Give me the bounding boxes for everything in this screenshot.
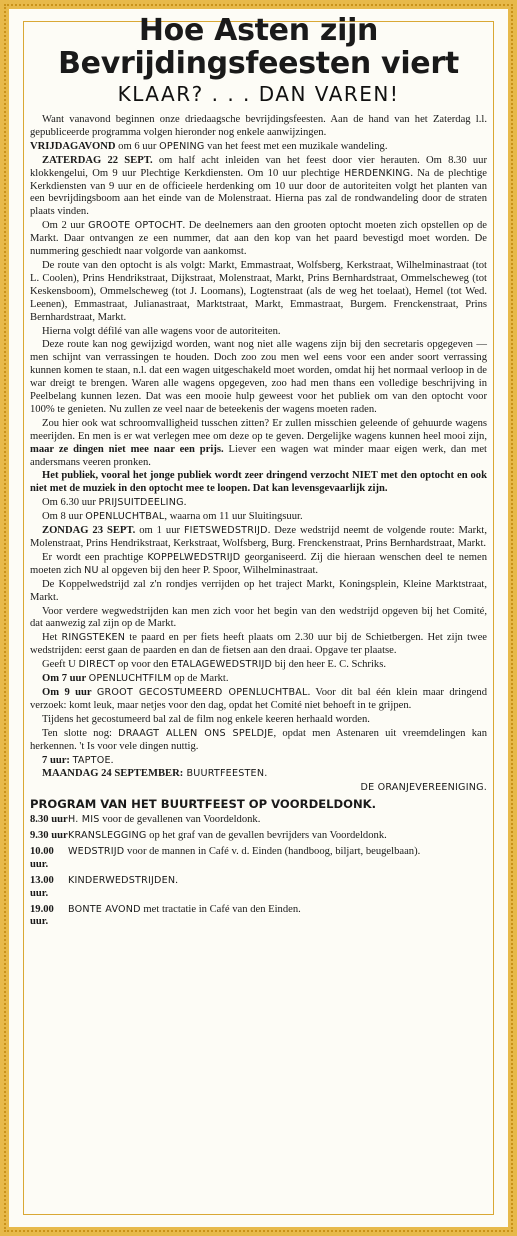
event-name: WEDSTRIJD [68, 845, 125, 857]
day-heading: MAANDAG 24 SEPTEMBER: [42, 768, 184, 780]
text: . Deze wedstrijd neemt de volgende route: Markt, Molenstraat, Prins Hendrikstraat, Kerkstraat, Wolfsberg, Burg. Frenckenstraat, Prins Bernhardstraat, Markt. [30, 525, 487, 549]
text: Er wordt een prachtige [42, 551, 148, 563]
event-name: GROOTE OPTOCHT [88, 220, 183, 232]
text: Om 6.30 uur [42, 497, 99, 509]
text: op het graf van de gevallen bevrijders van Voordeldonk. [146, 830, 387, 842]
defile-paragraph: Hierna volgt défilé van alle wagens voor de autoriteiten. [42, 325, 281, 337]
text: al opgeven bij den heer P. Spoor, Wilhelminastraat. [98, 564, 319, 576]
text: op de Markt. [171, 673, 229, 685]
program-title: PROGRAM VAN HET BUURTFEEST OP VOORDELDONK. [30, 797, 377, 812]
article-body [30, 114, 487, 929]
text: . [175, 874, 178, 886]
text: Ten slotte nog: [42, 727, 119, 739]
text: Liever een wagen wat minder maar eigen werk, dan met andersmans veeren pronken. [30, 443, 487, 468]
zaterdag-paragraph [30, 155, 487, 220]
program-list [30, 814, 487, 929]
event-name: FIETSWEDSTRIJD [183, 525, 268, 537]
program-text [68, 814, 487, 827]
public-warning: Het publiek, vooral het jonge publiek wordt zeer dringend verzocht NIET met den optocht en ook niet met de muziek in den optocht mee te loopen. Dat kan levensgevaarlijk zijn. [30, 470, 487, 495]
text: om 1 uur [135, 525, 184, 537]
film-repeat-paragraph: Tijdens het gecostumeerd bal zal de film nog enkele keeren herhaald worden. [42, 713, 370, 725]
text: Om 2 uur [42, 220, 89, 232]
program-text [68, 875, 487, 901]
event-name: HERDENKING [344, 167, 411, 179]
headline-line-2: Bevrijdingsfeesten viert [58, 46, 459, 81]
ball-paragraph [30, 511, 487, 524]
event-name: ETALAGEWEDSTRIJD [171, 659, 273, 671]
program-row [30, 814, 487, 827]
program-time: 9.30 uur [30, 830, 68, 842]
route-change-paragraph: Deze route kan nog gewijzigd worden, want nog niet alle wagens zijn bij den secretaris opgegeven — men schijnt van verrassingen te houden. Doch zoo zou men wel eens voor een ander soort verrassing kunnen komen te staan, n.l. dat een wagen uitgeschakeld moet worden, omdat hij het normaal verloop in de war dreigt te brengen. Waren alle wagens opgegeven, zoo had men thans een volledige beschrijving in Peelbelang kunnen lezen. Dat was een mooie hulp geweest voor het publiek om van den optocht voor 100% te genieten. Nu zullen ze veel naar de beteekenis der wagens moeten raden. [30, 339, 487, 415]
event-name: NU [84, 564, 99, 576]
text: Het [42, 632, 62, 644]
emphasis: maar ze dingen niet mee naar een prijs. [30, 443, 224, 455]
event-name: DRAAGT ALLEN ONS SPELDJE [118, 727, 274, 739]
event-name: KINDERWEDSTRIJDEN [68, 874, 176, 886]
event-name: KRANSLEGGING [68, 830, 147, 842]
text: . Voor dit bal één klein maar dringend verzoek: komt leuk, maar netjes voor den dag, opdat het Comité niet behoeft in te grijpen. [30, 686, 487, 711]
event-name: OPENING [159, 140, 205, 152]
event-name: RINGSTEKEN [61, 632, 126, 644]
text: Zou hier ook wat schroomvalligheid tusschen zitten? Er zullen misschien geleende of gehuurde wagens meerijden. En men is er wat verlegen mee om deze op te geven. Dergelijke wagens kunnen heel mooi zijn, [30, 417, 487, 442]
text: georganiseerd. Zij die hieraan wenschen deel te nemen moeten zich [30, 551, 488, 576]
program-time: 10.00 uur. [30, 845, 54, 870]
route-paragraph: De route van den optocht is als volgt: Markt, Emmastraat, Wolfsberg, Kerkstraat, Wilhelminastraat (tot L. Coolen), Prins Hendrikstraat, Dijkstraat, Molenstraat, Markt, Prins Bernhardstraat, Ommelscheweg (tot Keskensboom), Ommelscheweg (tot J. Loomans), Logtenstraat (als de weg het toelaat), Hemel (tot Wed. Leenen), Emmastraat, Julianastraat, Marktstraat, Markt, Emmastraat, Burgem. Frenckenstraat, Prins Bernhardstraat, Markt. [30, 259, 487, 323]
event-name: H. MIS [68, 814, 100, 826]
ringsteken-paragraph [30, 632, 487, 658]
text: voor de mannen in Café v. d. Einden (handboog, biljart, beugelbaan). [124, 845, 421, 857]
day-heading: ZONDAG 23 SEPT. [42, 525, 136, 537]
text: van het feest met een muzikale wandeling. [204, 140, 388, 152]
text: . [183, 497, 187, 509]
text: om 6 uur [115, 140, 160, 152]
intro-paragraph: Want vanavond beginnen onze driedaagsche bevrijdingsfeesten. Aan de hand van het Zaterdag l.l. gepubliceerde programma volgen hieronder nog enkele aanwijzingen. [30, 114, 487, 138]
text: 7 uur: [42, 754, 73, 766]
text: om half acht inleiden van het feest door vier herauten. Om 8.30 uur klokkengelui, Om 9 uur Plechtige Kerkdiensten. Om 10 uur plechtige [30, 154, 487, 179]
program-text [68, 830, 487, 843]
day-heading: ZATERDAG 22 SEPT. [42, 154, 153, 166]
event-name: OPENLUCHTBAL [85, 511, 165, 523]
program-row [30, 830, 487, 843]
etalage-paragraph [30, 659, 487, 672]
program-time: 8.30 uur [30, 814, 68, 826]
text: Om 8 uur [42, 511, 86, 523]
article [30, 14, 487, 932]
text: . [110, 754, 114, 766]
program-row [30, 875, 487, 901]
text: , opdat men Astenaren uit vreemdelingen kan herkennen. 't Is voor vele dingen nuttig. [30, 727, 487, 752]
text: bij den heer E. C. Schriks. [272, 659, 386, 671]
taptoe-paragraph [30, 755, 487, 768]
text: Geeft U [42, 659, 79, 671]
program-row [30, 846, 487, 872]
event-name: TAPTOE [72, 754, 111, 766]
event-name: BONTE AVOND [68, 903, 141, 915]
text: op voor den [115, 659, 172, 671]
event-name: DIRECT [78, 659, 116, 671]
event-name: PRIJSUITDEELING [98, 497, 184, 509]
headline-line-1: Hoe Asten zijn [138, 13, 379, 48]
text: met tractatie in Café van den Einden. [140, 903, 301, 915]
zondag-paragraph [30, 525, 487, 551]
text: . Na de plechtige Kerkdiensten van 9 uur en de officieele herdenking om 10 uur door de autoriteiten volgt het planten van een bevrijdingsboom aan het einde van de Molenstraat. Hierna pas zal de rondwandeling door de straten plaats vinden. [30, 167, 487, 218]
film-paragraph [30, 673, 487, 686]
optocht-paragraph [30, 220, 487, 259]
text: voor de gevallenen van Voordeldonk. [99, 814, 261, 826]
text: te paard en per fiets heeft plaats om 2.30 uur bij de Schietbergen. Het zijn twee wedstrijden: eerst gaan de paarden en dan de fietsen aan den draai. Opgave ter plaatse. [30, 632, 487, 657]
text: . De deelnemers aan den grooten optocht moeten zich opstellen op de Markt. Daar ontvangen ze een nummer, dat aan den kop van het paard bevestigd moet worden. De nummering geschiedt naar volgorde van aankomst. [30, 220, 487, 258]
text: Om 9 uur [42, 686, 97, 698]
event-name: GROOT GECOSTUMEERD OPENLUCHTBAL [96, 686, 308, 698]
maandag-paragraph [30, 768, 487, 781]
event-name: OPENLUCHTFILM [88, 673, 172, 685]
event-name: KOPPELWEDSTRIJD [147, 551, 241, 563]
text: , waarna om 11 uur Sluitingsuur. [164, 511, 303, 523]
day-heading: VRIJDAGAVOND [30, 140, 116, 152]
event-name: BUURTFEESTEN. [183, 768, 268, 780]
vrijdag-paragraph [30, 141, 487, 154]
road-race-paragraph: Voor verdere wegwedstrijden kan men zich voor het begin van den wedstrijd opgeven bij het Comité, dat aanwezig zal zijn op de Markt. [30, 605, 487, 630]
program-text [68, 846, 487, 872]
koppel-paragraph [30, 552, 487, 578]
program-row [30, 904, 487, 930]
program-time: 13.00 uur. [30, 874, 54, 899]
koppel-route-paragraph: De Koppelwedstrijd zal z'n rondjes verrijden op het traject Markt, Koningsplein, Kleine Marktstraat, Markt. [30, 578, 487, 603]
program-time: 19.00 uur. [30, 903, 54, 928]
text: Om 7 uur [42, 673, 89, 685]
rented-wagons-paragraph [30, 418, 487, 470]
program-text [68, 904, 487, 930]
prize-paragraph [30, 497, 487, 510]
speldje-paragraph [30, 728, 487, 754]
subtitle: KLAAR? . . . DAN VAREN! [117, 82, 400, 106]
costume-ball-paragraph [30, 687, 487, 713]
signature: DE ORANJEVEREENIGING. [360, 782, 487, 794]
